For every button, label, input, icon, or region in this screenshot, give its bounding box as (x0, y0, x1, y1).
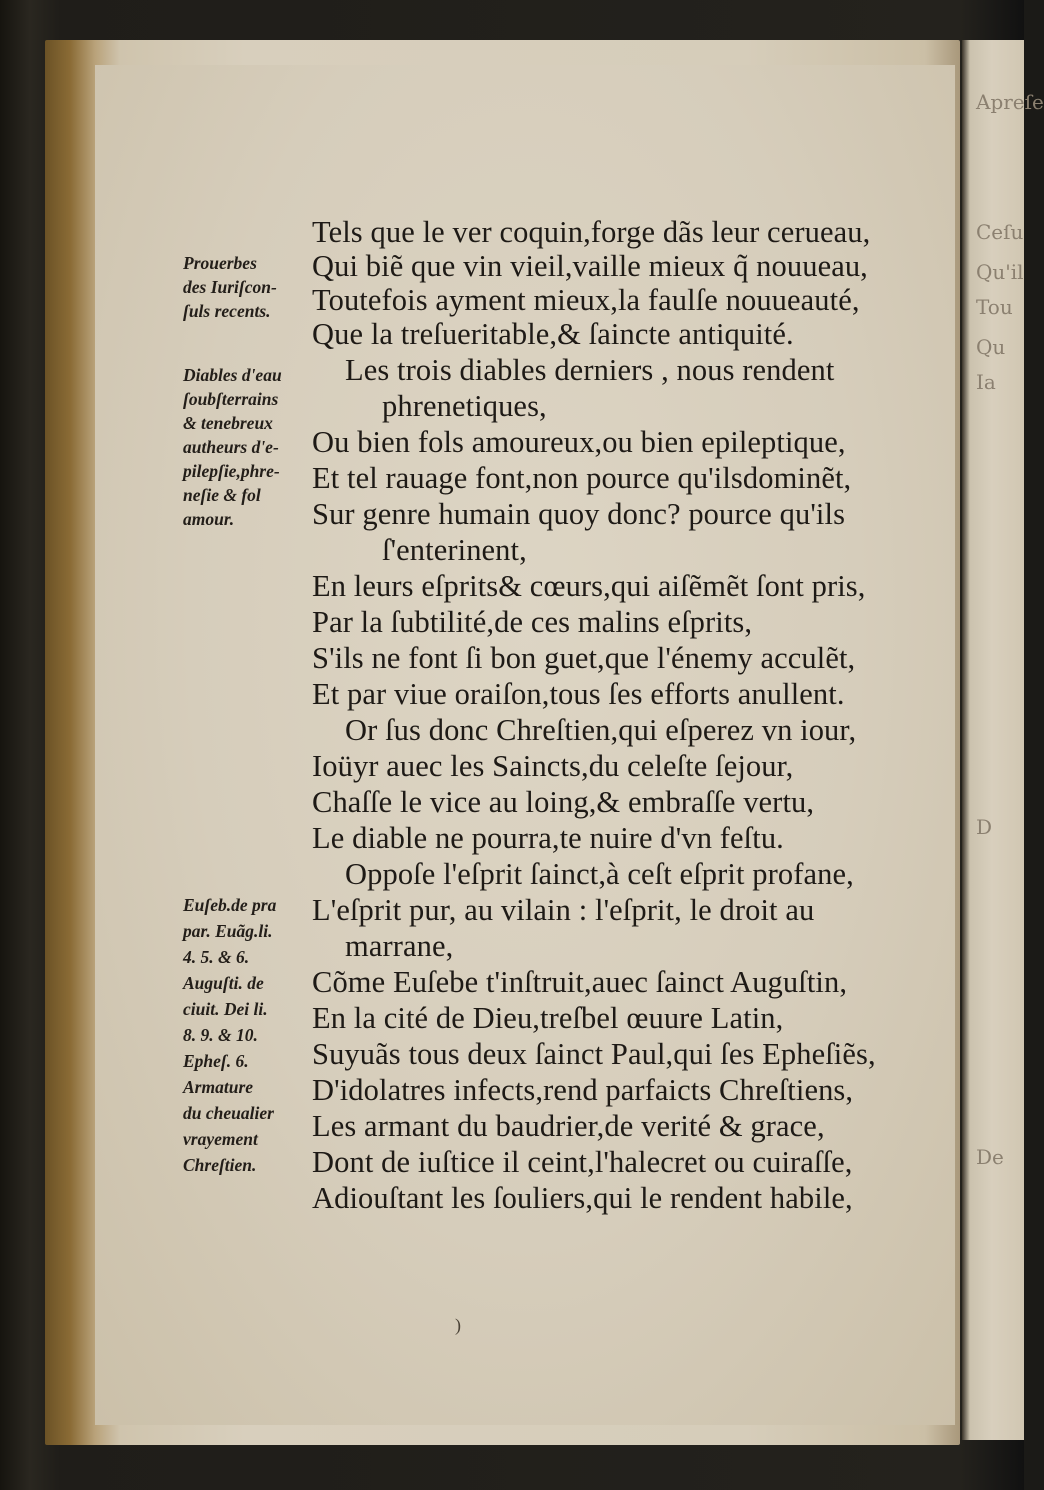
margin-note: par. Euãg.li. (183, 921, 273, 941)
facing-fragment: Apreſe (976, 90, 1044, 114)
margin-note: vrayement (183, 1129, 258, 1149)
verse-line: Les trois diables derniers , nous rendent (345, 353, 835, 387)
margin-note: amour. (183, 509, 235, 529)
verse-line: Ou bien fols amoureux,ou bien epileptique, (312, 425, 846, 459)
facing-fragment: Ceſu (976, 220, 1024, 244)
verse-line: Dont de iuſtice il ceint,l'halecret ou cuiraſſe, (312, 1145, 853, 1179)
verse-line: Sur genre humain quoy donc? pource qu'ils (312, 497, 846, 531)
verse-line: Et tel rauage font,non pource qu'ilsdominẽt, (312, 461, 852, 495)
margin-note: ſoubſterrains (183, 389, 279, 409)
verse-line: En la cité de Dieu,treſbel œuure Latin, (312, 1001, 784, 1035)
facing-fragment: D (976, 815, 993, 839)
verse-line: Toutefois ayment mieux,la faulſe nouueauté, (312, 283, 860, 317)
verse-line: Cõme Euſebe t'inſtruit,auec ſainct Auguſtin, (312, 965, 848, 999)
facing-fragment: Ia (976, 370, 996, 394)
verse-line: S'ils ne font ſi bon guet,que l'énemy acculẽt, (312, 641, 856, 675)
page-mark: ) (455, 1315, 461, 1335)
verse-line: L'eſprit pur, au vilain : l'eſprit, le droit au (312, 893, 815, 927)
facing-fragment: De (976, 1145, 1004, 1169)
margin-note: Auguſti. de (183, 973, 264, 993)
margin-note: ſuls recents. (183, 301, 271, 321)
margin-note: Diables d'eau (183, 365, 282, 385)
margin-note: ciuit. Dei li. (183, 999, 268, 1019)
margin-note: Epheſ. 6. (183, 1051, 249, 1071)
verse-line: En leurs eſprits& cœurs,qui aiſẽmẽt ſont pris, (312, 569, 866, 603)
margin-note: 4. 5. & 6. (183, 947, 250, 967)
margin-note: des Iuriſcon- (183, 277, 277, 297)
verse-line: phrenetiques, (382, 389, 547, 423)
verse-line: Tels que le ver coquin,forge dãs leur cerueau, (312, 215, 871, 249)
verse-line: Adiouſtant les ſouliers,qui le rendent habile, (312, 1181, 853, 1215)
verse-line: Par la ſubtilité,de ces malins eſprits, (312, 605, 753, 639)
verse-line: ſ'enterinent, (382, 533, 527, 567)
facing-page-edge (962, 40, 1044, 1440)
margin-note: Chreſtien. (183, 1155, 257, 1175)
facing-fragment: Tou (976, 295, 1013, 319)
margin-note: du cheualier (183, 1103, 274, 1123)
verse-line: marrane, (345, 929, 454, 963)
verse-line: Et par viue oraiſon,tous ſes efforts anullent. (312, 677, 845, 711)
margin-note: pilepſie,phre- (183, 461, 280, 481)
verse-line: Le diable ne pourra,te nuire d'vn feſtu. (312, 821, 784, 855)
verse-line: Suyuãs tous deux ſainct Paul,qui ſes Epheſiẽs, (312, 1037, 876, 1071)
verse-line: Or ſus donc Chreſtien,qui eſperez vn iour, (345, 713, 857, 747)
verse-line: Que la treſueritable,& ſaincte antiquité. (312, 317, 794, 351)
margin-note: autheurs d'e- (183, 437, 279, 457)
margin-note: neſie & fol (183, 485, 261, 505)
margin-note: & tenebreux (183, 413, 273, 433)
facing-fragment: Qu (976, 335, 1006, 359)
margin-note: Prouerbes (183, 253, 257, 273)
verse-line: D'idolatres infects,rend parfaicts Chreſtiens, (312, 1073, 854, 1107)
verse-line: Chaſſe le vice au loing,& embraſſe vertu, (312, 785, 815, 819)
verse-line: Qui biẽ que vin vieil,vaille mieux q̃ nouueau, (312, 249, 868, 283)
margin-note: Armature (183, 1077, 254, 1097)
margin-note: Euſeb.de pra (183, 895, 277, 915)
verse-line: Les armant du baudrier,de verité & grace, (312, 1109, 825, 1143)
verse-line: Ioüyr auec les Saincts,du celeſte ſejour, (312, 749, 794, 783)
margin-note: 8. 9. & 10. (183, 1025, 258, 1045)
verse-line: Oppoſe l'eſprit ſainct,à ceſt eſprit profane, (345, 857, 854, 891)
facing-fragment: Qu'il (976, 260, 1024, 284)
